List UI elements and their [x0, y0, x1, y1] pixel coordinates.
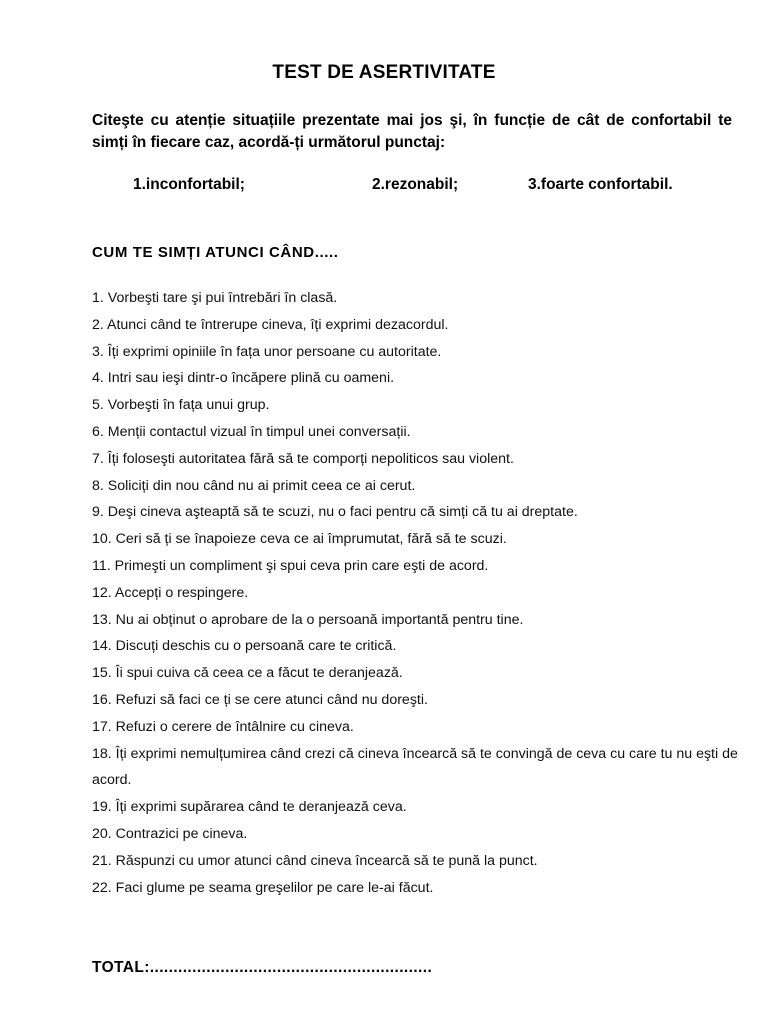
document-title: TEST DE ASERTIVITATE: [272, 62, 496, 83]
list-item: 4. Intri sau ieşi dintr-o încăpere plină cu oameni.: [92, 370, 395, 387]
list-item: 13. Nu ai obținut o aprobare de la o persoană importantă pentru tine.: [92, 611, 524, 628]
total-line: TOTAL:............................................................: [92, 959, 433, 976]
list-item: 8. Soliciți din nou când nu ai primit ceea ce ai cerut.: [92, 477, 416, 494]
list-item: 14. Discuți deschis cu o persoană care te critică.: [92, 638, 397, 655]
list-item: 21. Răspunzi cu umor atunci când cineva încearcă să te pună la punct.: [92, 852, 538, 869]
list-item: 9. Deşi cineva aşteaptă să te scuzi, nu o faci pentru că simți că tu ai dreptate.: [92, 504, 578, 521]
list-item: 12. Accepți o respingere.: [92, 584, 249, 601]
list-item: 18. Îți exprimi nemulțumirea când crezi că cineva încearcă să te convingă de ceva cu care tu nu eşti de acord.: [92, 745, 738, 789]
list-item: 10. Ceri să ți se înapoieze ceva ce ai împrumutat, fără să te scuzi.: [92, 531, 507, 548]
list-item: 7. Îți foloseşti autoritatea fără să te comporți nepoliticos sau violent.: [92, 450, 514, 467]
list-item: 11. Primeşti un compliment şi spui ceva prin care eşti de acord.: [92, 557, 489, 574]
list-item: 1. Vorbeşti tare şi pui întrebări în clasă.: [92, 290, 338, 306]
list-item: 16. Refuzi să faci ce ți se cere atunci când nu doreşti.: [92, 691, 428, 708]
list-item: 3. Îți exprimi opiniile în fața unor persoane cu autoritate.: [92, 343, 442, 360]
list-item: 17. Refuzi o cerere de întâlnire cu cineva.: [92, 718, 354, 735]
list-item: 6. Menții contactul vizual în timpul unei conversații.: [92, 423, 411, 440]
list-item: 2. Atunci când te întrerupe cineva, îți exprimi dezacordul.: [92, 316, 449, 333]
scale-option-1: 1.inconfortabil;: [133, 176, 245, 193]
list-item: 15. Îi spui cuiva că ceea ce a făcut te deranjează.: [92, 665, 403, 682]
scale-option-2: 2.rezonabil;: [372, 176, 459, 193]
scale-option-3: 3.foarte confortabil.: [528, 176, 673, 193]
scoring-scale: [0, 176, 768, 198]
list-item: 5. Vorbeşti în fața unui grup.: [92, 397, 270, 414]
list-item: 19. Îți exprimi supărarea când te deranjează ceva.: [92, 799, 407, 816]
section-heading: CUM TE SIMȚI ATUNCI CÂND.....: [92, 244, 339, 261]
list-item: 22. Faci glume pe seama greşelilor pe care le-ai făcut.: [92, 879, 434, 896]
instructions-paragraph: Citeşte cu atenție situațiile prezentate mai jos şi, în funcție de cât de confortabil te simți în fiecare caz, acordă-ți următorul punctaj:: [92, 112, 732, 151]
list-item: 20. Contrazici pe cineva.: [92, 825, 248, 842]
situation-list: [92, 285, 740, 901]
